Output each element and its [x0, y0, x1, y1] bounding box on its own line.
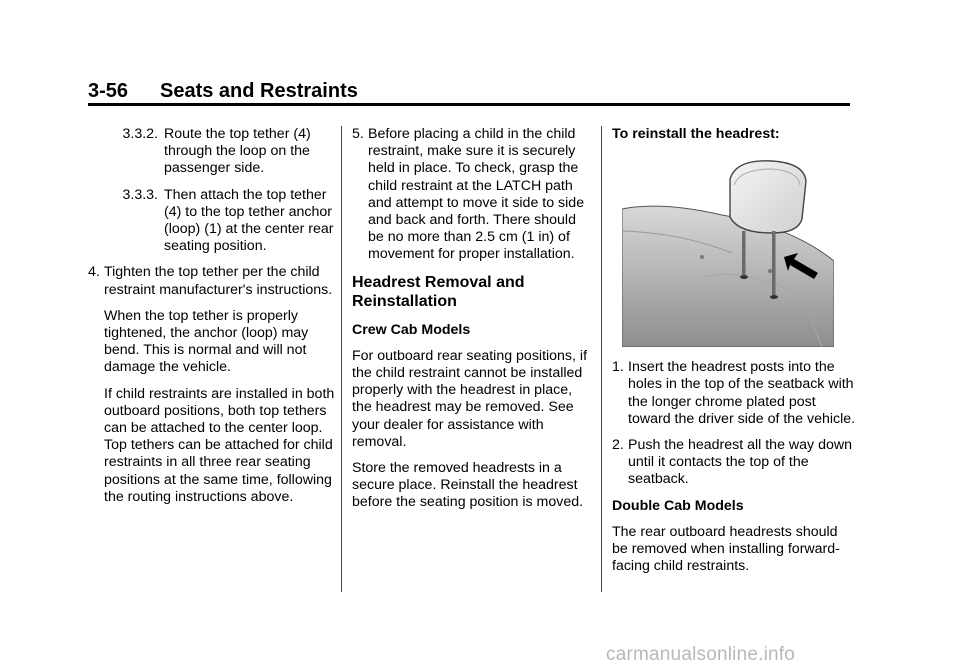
step-number: 3.3.3.: [122, 186, 158, 203]
paragraph: The rear outboard headrests should be removed when installing forward-facing child restraints.: [612, 523, 840, 575]
paragraph: For outboard rear seating positions, if the child restraint cannot be installed properly with the headrest in place, the headrest may be removed. See your dealer for assistance with removal.: [352, 347, 588, 450]
column-divider-2: [601, 126, 602, 592]
step-number: 1.: [612, 359, 624, 376]
page-header: [88, 80, 358, 103]
step-2: [612, 437, 857, 489]
step-text: Insert the headrest posts into the holes in the top of the seatback with the longer chrome plated post toward the driver side of the vehicle.: [628, 359, 856, 427]
step-text-rest: tether (4) to the top tether anchor (loop) (1) at the center rear seating position.: [164, 186, 334, 255]
page-number: 3-56: [88, 80, 129, 102]
step-text: Before placing a child in the child restraint, make sure it is securely held in place. To check, grasp the child restraint at the LATCH path and attempt to move it side to side and back and forth. There should be no more than 2.5 cm (1 in) of movement for proper installation.: [368, 126, 585, 263]
step-1: [612, 359, 857, 428]
step-text-first: Then attach the top: [164, 186, 287, 203]
headrest-illustration-icon: [622, 157, 834, 347]
step-number: 2.: [612, 437, 624, 454]
column-3: [612, 126, 857, 584]
step-3-3-3: [88, 187, 340, 256]
paragraph: Store the removed headrests in a secure place. Reinstall the headrest before the seating position is moved.: [352, 460, 584, 511]
watermark: carmanualsonline.info: [606, 644, 796, 665]
step-number: 4.: [88, 264, 100, 281]
paragraph: When the top tether is properly tightened, the anchor (loop) may bend. This is normal and will not damage the vehicle.: [104, 307, 309, 376]
step-5: [352, 126, 592, 264]
section-heading: Headrest Removal and Reinstallation: [352, 273, 525, 310]
step-text: Push the headrest all the way down until it contacts the top of the seatback.: [628, 437, 852, 488]
section-title: Seats and Restraints: [160, 80, 358, 102]
step-number: 5.: [352, 126, 364, 142]
paragraph: If child restraints are installed in both outboard positions, both top tethers can be attached to the center loop. Top tethers can be attached for child restraints in all three rear seating positions at the same time, following the routing instructions above.: [104, 385, 335, 505]
step-3-3-2: [88, 126, 340, 178]
step-text-first: Route the top: [164, 126, 250, 142]
step-text-rest: tether (4) through the loop on the passenger side.: [164, 126, 311, 177]
instruction-heading: To reinstall the headrest:: [612, 126, 780, 142]
header-rule: [88, 103, 850, 106]
column-divider-1: [341, 126, 342, 592]
subheading: Crew Cab Models: [352, 321, 471, 338]
step-number: 3.3.2.: [122, 126, 158, 142]
column-2: [352, 126, 592, 521]
subheading: Double Cab Models: [612, 497, 744, 514]
step-4: [88, 264, 340, 298]
step-text: Tighten the top tether per the child restraint manufacturer's instructions.: [104, 264, 333, 298]
column-1: [88, 126, 340, 515]
